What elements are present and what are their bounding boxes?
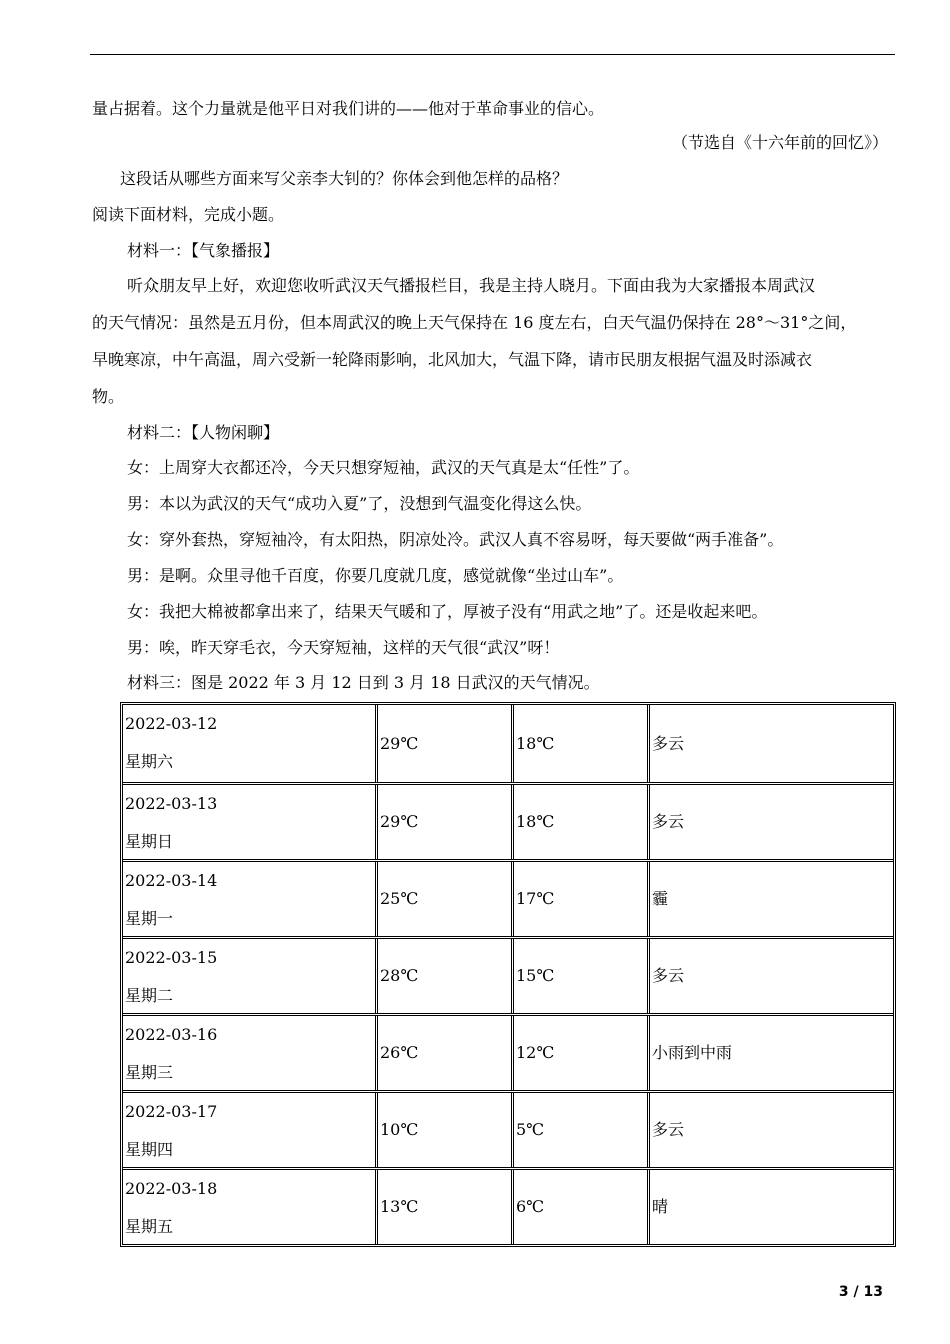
paragraph: 早晚寒凉，中午高温，周六受新一轮降雨影响，北风加大，气温下降，请市民朋友根据气温及时添减衣 [92,350,813,369]
condition-cell: 晴 [647,1170,893,1244]
condition-cell: 小雨到中雨 [647,1016,893,1090]
low-temp-cell: 5℃ [511,1093,647,1167]
dialogue-line: 女：上周穿大衣都还冷，今天只想穿短袖，武汉的天气真是太“任性”了。 [127,458,640,477]
date-cell: 2022-03-12 星期六 [125,714,218,771]
question: 这段话从哪些方面来写父亲李大钊的？你体会到他怎样的品格？ [120,169,569,188]
paragraph: 物。 [92,387,125,406]
high-temp-cell: 29℃ [375,705,511,782]
low-temp-cell: 15℃ [511,939,647,1013]
high-temp-cell: 10℃ [375,1093,511,1167]
low-temp-cell: 12℃ [511,1016,647,1090]
table-row [123,705,893,782]
condition-cell: 多云 [647,785,893,859]
date-cell: 2022-03-18 星期五 [125,1179,218,1236]
material-heading: 材料一：【气象播报】 [127,241,280,260]
table-row [123,782,893,859]
page-number: 3 / 13 [838,1284,883,1300]
high-temp-cell: 25℃ [375,862,511,936]
source-citation: （节选自《十六年前的回忆》） [671,133,888,152]
dialogue-line: 男：本以为武汉的天气“成功入夏”了，没想到气温变化得这么快。 [127,494,592,513]
paragraph: 量占据着。这个力量就是他平日对我们讲的——他对于革命事业的信心。 [92,99,605,118]
high-temp-cell: 28℃ [375,939,511,1013]
dialogue-line: 男：唉，昨天穿毛衣，今天穿短袖，这样的天气很“武汉”呀！ [127,638,560,657]
low-temp-cell: 18℃ [511,705,647,782]
material-heading: 材料三：图是 2022 年 3 月 12 日到 3 月 18 日武汉的天气情况。 [127,673,600,692]
low-temp-cell: 18℃ [511,785,647,859]
paragraph: 听众朋友早上好，欢迎您收听武汉天气播报栏目，我是主持人晓月。下面由我为大家播报本周武汉 [127,276,816,295]
dialogue-line: 男：是啊。众里寻他千百度，你要几度就几度，感觉就像“坐过山车”。 [127,566,624,585]
table-row [123,1167,893,1244]
table-row [123,936,893,1013]
low-temp-cell: 17℃ [511,862,647,936]
dialogue-line: 女：我把大棉被都拿出来了，结果天气暖和了，厚被子没有“用武之地”了。还是收起来吧。 [127,602,768,621]
date-cell: 2022-03-14 星期一 [125,871,218,928]
date-cell: 2022-03-13 星期日 [125,794,218,851]
instruction: 阅读下面材料，完成小题。 [92,205,285,224]
condition-cell: 多云 [647,705,893,782]
date-cell: 2022-03-17 星期四 [125,1102,218,1159]
condition-cell: 霾 [647,862,893,936]
condition-cell: 多云 [647,939,893,1013]
paragraph: 的天气情况：虽然是五月份，但本周武汉的晚上天气保持在 16 度左右，白天气温仍保持在 28°～31°之间， [92,313,857,332]
condition-cell: 多云 [647,1093,893,1167]
material-heading: 材料二：【人物闲聊】 [127,423,280,442]
high-temp-cell: 26℃ [375,1016,511,1090]
header-rule [90,54,895,55]
weather-table [120,702,896,1247]
dialogue-line: 女：穿外套热，穿短袖冷，有太阳热，阴凉处冷。武汉人真不容易呀，每天要做“两手准备”。 [127,530,784,549]
table-row [123,1013,893,1090]
date-cell: 2022-03-15 星期二 [125,948,218,1005]
date-cell: 2022-03-16 星期三 [125,1025,218,1082]
low-temp-cell: 6℃ [511,1170,647,1244]
table-row [123,859,893,936]
high-temp-cell: 29℃ [375,785,511,859]
table-row [123,1090,893,1167]
high-temp-cell: 13℃ [375,1170,511,1244]
